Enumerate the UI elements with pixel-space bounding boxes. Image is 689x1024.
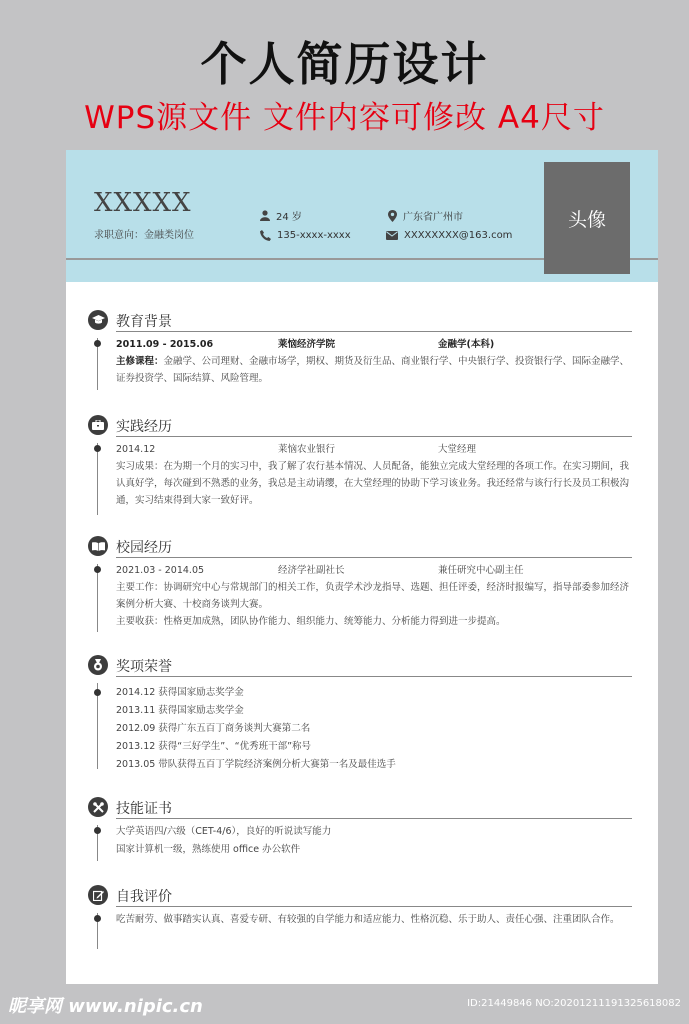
skills-title: 技能证书 [116, 801, 172, 817]
watermark-id: ID:21449846 NO:20201211191325618082 [467, 998, 681, 1009]
job-intent: 求职意向：金融类岗位 [94, 230, 194, 241]
age-info [260, 208, 302, 223]
skills-section [88, 795, 632, 859]
award-item: 2012.09 获得广东五百丁商务谈判大赛第二名 [116, 723, 311, 734]
award-item: 2013.12 获得“三好学生”、“优秀班干部”称号 [116, 741, 311, 752]
self-eval-text: 吃苦耐劳、做事踏实认真、喜爱专研、有较强的自学能力和适应能力、性格沉稳、乐于助人、责任心强、注重团队合作。 [116, 914, 620, 925]
education-courses: 主修课程：金融学、公司理财、金融市场学，期权、期货及衍生品、商业银行学、中央银行学、投资银行学、国际金融学、证券投资学、国际结算、风险管理。 [116, 356, 630, 384]
mail-icon [386, 231, 398, 240]
award-item: 2013.05 带队获得五百丁学院经济案例分析大赛第一名及最佳选手 [116, 759, 396, 770]
location-pin-icon [388, 210, 397, 222]
watermark-logo: 昵享网 www.nipic.cn [8, 996, 203, 1017]
graduation-cap-icon [88, 310, 108, 330]
campus-title: 校园经历 [116, 540, 172, 556]
self-eval-section [88, 883, 632, 929]
practice-section [88, 413, 632, 509]
practice-title: 实践经历 [116, 419, 172, 435]
awards-title: 奖项荣誉 [116, 659, 172, 675]
resume-header [66, 150, 658, 282]
award-item: 2013.11 获得国家励志奖学金 [116, 705, 244, 716]
education-section [88, 308, 632, 387]
practice-desc: 实习成果：在为期一个月的实习中，我了解了农行基本情况、人员配备，能独立完成大堂经理的各项工作。在实习期间，我认真好学，每次碰到不熟悉的业务，我总是主动请缨，在大堂经理的协助下学习该业务。我还经常与该行行长及员工积极沟通，实习结束得到大家一致好评。 [116, 461, 630, 506]
phone-icon [260, 230, 271, 241]
location-info [388, 208, 463, 223]
campus-section [88, 534, 632, 630]
skill-item: 大学英语四/六级（CET-4/6），良好的听说读写能力 [116, 826, 332, 837]
award-item: 2014.12 获得国家励志奖学金 [116, 687, 244, 698]
campus-gain: 主要收获：性格更加成熟，团队协作能力、组织能力、统筹能力、分析能力得到进一步提高。 [116, 616, 506, 627]
medal-icon [88, 655, 108, 675]
book-icon [88, 536, 108, 556]
briefcase-icon [88, 415, 108, 435]
edit-icon [88, 885, 108, 905]
education-title: 教育背景 [116, 314, 172, 330]
banner-title: 个人简历设计 [200, 37, 489, 91]
phone-text: 135-xxxx-xxxx [277, 230, 351, 241]
campus-work: 主要工作：协调研究中心与常规部门的相关工作，负责学术沙龙指导、选题、担任评委，经济时报编写，指导部委参加经济案例分析大赛、十校商务谈判大赛。 [116, 582, 630, 610]
tools-icon [88, 797, 108, 817]
candidate-name: XXXXX [94, 188, 192, 218]
banner-subtitle: WPS源文件 文件内容可修改 A4尺寸 [84, 100, 605, 136]
age-text: 24 岁 [276, 212, 302, 223]
self-eval-title: 自我评价 [116, 889, 172, 905]
skill-item: 国家计算机一级，熟练使用 office 办公软件 [116, 844, 301, 855]
avatar: 头像 [544, 162, 630, 274]
resume-sheet [66, 150, 658, 984]
campus-row: 2021.03 - 2014.05 经济学社副社长 兼任研究中心副主任 [116, 565, 524, 576]
practice-row: 2014.12 莱恼农业银行 大堂经理 [116, 444, 477, 455]
location-text: 广东省广州市 [403, 212, 463, 223]
awards-section [88, 653, 632, 774]
email-info [386, 230, 512, 241]
education-row: 2011.09 - 2015.06 莱恼经济学院 金融学(本科) [116, 339, 495, 350]
phone-info [260, 230, 351, 241]
email-text: XXXXXXXX@163.com [404, 230, 513, 241]
person-icon [260, 210, 270, 221]
